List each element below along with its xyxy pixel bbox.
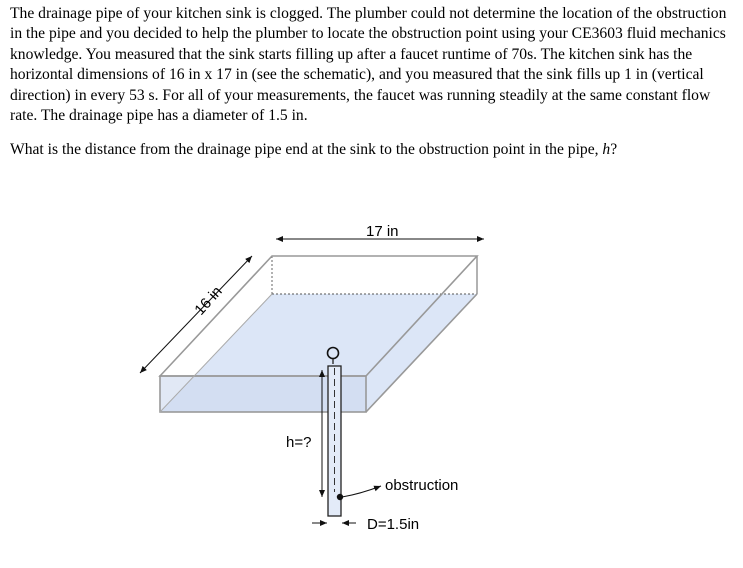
question-suffix: ? bbox=[610, 141, 618, 159]
obstruction-leader bbox=[342, 486, 381, 497]
question-prefix: What is the distance from the drainage pipe end at the sink to the obstruction point in the pipe, bbox=[10, 141, 603, 159]
problem-paragraph: The drainage pipe of your kitchen sink is clogged. The plumber could not determine the location of the obstruction in the pipe and you decided to help the plumber to locate the obstruction point using your CE3603 fluid mechanics knowledge. You measured that the sink starts filling up after a faucet runtime of 70s. The kitchen sink has the horizontal dimensions of 16 in x 17 in (see the schematic), and you measured that the sink fills up 1 in (vertical direction) in every 53 s. For all of your measurements, the faucet was running steadily at the same constant flow rate. The drainage pipe has a diameter of 1.5 in. bbox=[10, 5, 727, 125]
question-variable: h bbox=[602, 141, 611, 159]
width-label: 17 in bbox=[366, 223, 399, 240]
height-label: h=? bbox=[286, 434, 312, 451]
depth-label: 16 in bbox=[191, 283, 226, 319]
diameter-label: D=1.5in bbox=[367, 516, 420, 533]
obstruction-label: obstruction bbox=[385, 477, 459, 494]
